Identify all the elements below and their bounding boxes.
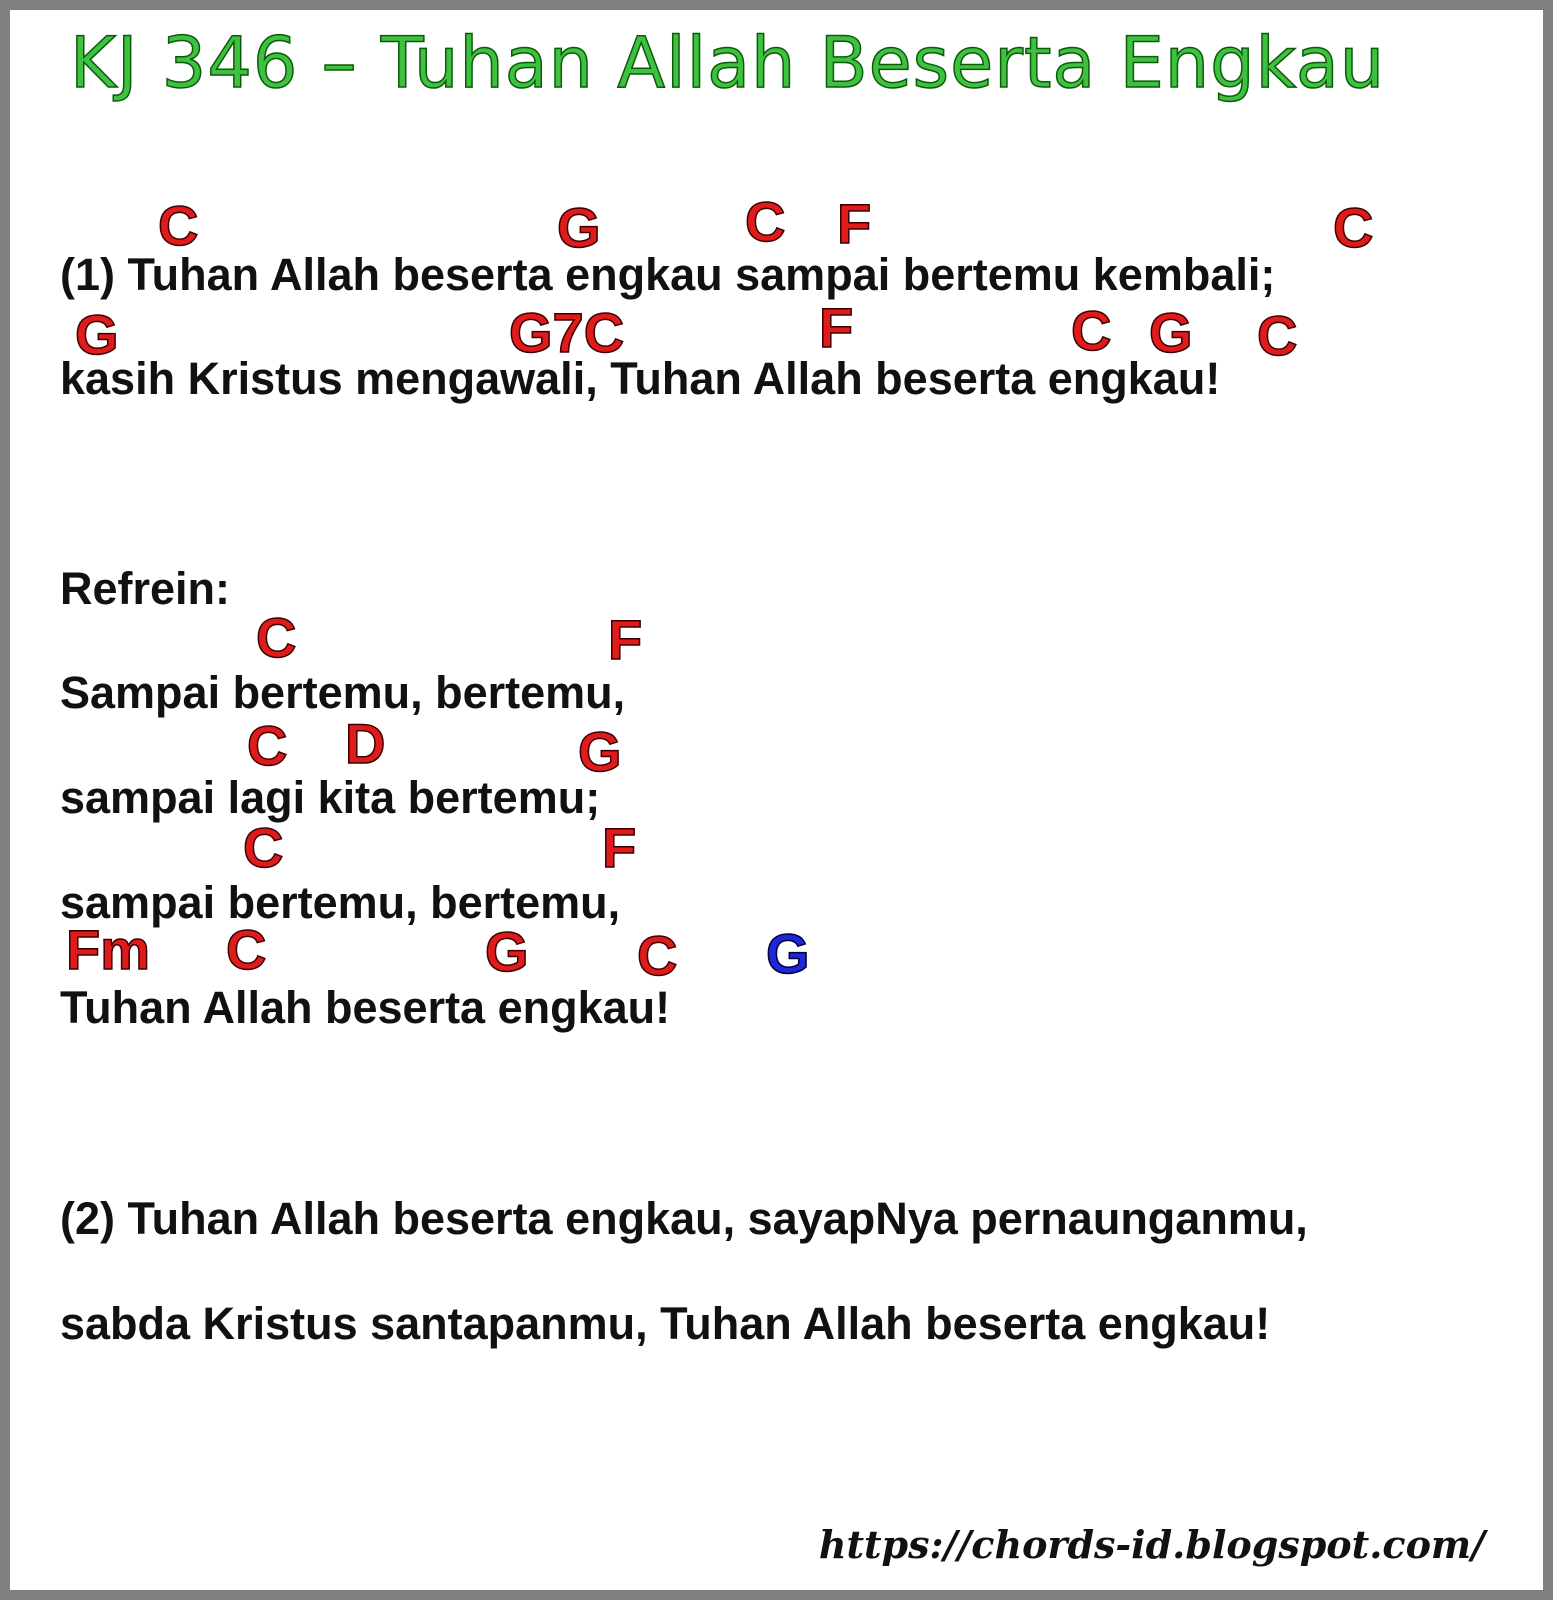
chord-final: G <box>766 922 810 985</box>
lyric-line: kasih Kristus mengawali, Tuhan Allah beserta engkau! <box>60 353 1221 404</box>
chord: G <box>1149 301 1193 364</box>
lyric-line: Sampai bertemu, bertemu, <box>60 667 626 718</box>
chord: C <box>1071 299 1112 362</box>
chord: D <box>345 712 386 775</box>
chord: G <box>557 196 601 259</box>
chord: F <box>608 608 643 671</box>
source-url: https://chords-id.blogspot.com/ <box>818 1522 1485 1567</box>
lyric-line: sampai lagi kita bertemu; <box>60 772 601 823</box>
chord: C <box>637 924 678 987</box>
chord: C <box>243 816 284 879</box>
chord: G7C <box>509 301 625 364</box>
chord: C <box>1333 196 1374 259</box>
lyric-line: (2) Tuhan Allah beserta engkau, sayapNya pernaunganmu, <box>60 1193 1308 1244</box>
chord: C <box>1257 304 1298 367</box>
lyric-line: sabda Kristus santapanmu, Tuhan Allah beserta engkau! <box>60 1298 1271 1349</box>
chord: Fm <box>66 918 150 981</box>
chord: C <box>158 194 199 257</box>
chord: F <box>837 192 872 255</box>
lyric-line: Tuhan Allah beserta engkau! <box>60 982 671 1033</box>
song-title: KJ 346 – Tuhan Allah Beserta Engkau <box>70 22 1386 104</box>
chord: G <box>485 920 529 983</box>
chord: C <box>247 714 288 777</box>
chord: G <box>578 720 622 783</box>
chord: G <box>75 303 119 366</box>
lyric-line: (1) Tuhan Allah beserta engkau sampai bertemu kembali; <box>60 249 1276 300</box>
refrain-label: Refrein: <box>60 563 231 614</box>
chord: F <box>602 816 637 879</box>
chord: C <box>256 606 297 669</box>
chord: C <box>745 190 786 253</box>
chord: F <box>819 296 854 359</box>
lyric-line: sampai bertemu, bertemu, <box>60 877 621 928</box>
chord: C <box>226 918 267 981</box>
